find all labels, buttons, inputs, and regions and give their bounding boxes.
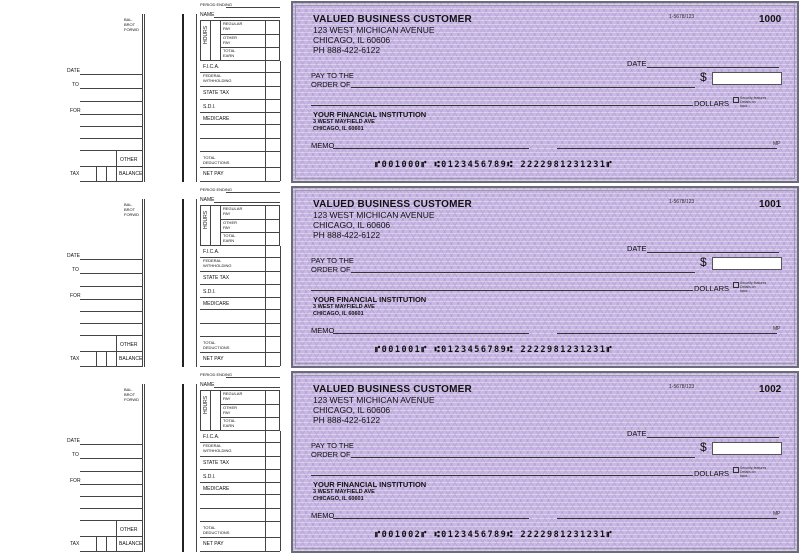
check-stub: [0, 185, 290, 369]
routing-fraction: 1-5678/123: [669, 199, 695, 205]
dollars-label: DOLLARS: [694, 469, 730, 478]
hours-label: HOURS: [203, 210, 209, 229]
net-pay-label: NET PAY: [203, 356, 224, 362]
security-text-2: Details on: [740, 284, 756, 289]
regular-pay-label-2: PAY: [223, 26, 231, 31]
bank-address-2: CHICAGO, IL 60601: [313, 126, 364, 132]
signature-line[interactable]: [557, 518, 777, 519]
dollar-sign: $: [700, 440, 707, 454]
security-lock: [733, 282, 766, 293]
routing-fraction: 1-5678/123: [669, 14, 695, 20]
signature-line[interactable]: [557, 333, 777, 334]
security-text-1: Security features: [740, 96, 767, 100]
business-address-2: CHICAGO, IL 60606: [313, 220, 391, 230]
memo-label: MEMO: [311, 326, 335, 335]
brot-label: BROT: [124, 207, 136, 212]
total-deductions-label: TOTAL: [203, 155, 216, 160]
memo-line[interactable]: [333, 333, 529, 334]
total-deductions-label: TOTAL: [203, 525, 216, 530]
federal-withholding-label: FEDERAL: [203, 443, 222, 448]
check-number: 1000: [759, 14, 782, 25]
amount-box[interactable]: [712, 442, 782, 455]
other-pay-label-2: PAY: [223, 40, 231, 45]
date-label: DATE: [67, 253, 80, 259]
period-ending-label: PERIOD ENDING: [200, 187, 233, 192]
bank-address-1: 3 WEST MAYFIELD AVE: [313, 489, 375, 495]
routing-fraction: 1-5678/123: [669, 384, 695, 390]
regular-pay-label: REGULAR: [223, 206, 243, 211]
memo-line[interactable]: [333, 518, 529, 519]
total-earn-label: TOTAL: [223, 48, 236, 53]
regular-pay-label-2: PAY: [223, 211, 231, 216]
date-line[interactable]: [647, 67, 779, 68]
security-text-1: Security features: [740, 281, 767, 285]
bank-address-1: 3 WEST MAYFIELD AVE: [313, 304, 375, 310]
for-label: FOR: [70, 108, 81, 114]
pay-to-label: PAY TO THE: [311, 256, 354, 265]
net-pay-label: NET PAY: [203, 171, 224, 177]
order-of-label: ORDER OF: [311, 450, 351, 459]
brot-label: BROT: [124, 22, 136, 27]
total-earn-label-2: EARN: [223, 53, 235, 58]
lock-icon: [733, 282, 739, 288]
mp-label: MP: [773, 326, 781, 332]
bank-address-2: CHICAGO, IL 60601: [313, 496, 364, 502]
memo-line[interactable]: [333, 148, 529, 149]
name-label: NAME: [200, 382, 215, 388]
federal-withholding-label-2: WITHHOLDING: [203, 263, 232, 268]
check-row: [0, 370, 800, 554]
balance-label: BALANCE: [119, 356, 143, 362]
pay-to-label: PAY TO THE: [311, 71, 354, 80]
business-name: VALUED BUSINESS CUSTOMER: [313, 384, 472, 395]
period-ending-label: PERIOD ENDING: [200, 2, 233, 7]
dollars-label: DOLLARS: [694, 284, 730, 293]
bal-label: BAL.: [124, 202, 133, 207]
bank-name: YOUR FINANCIAL INSTITUTION: [313, 480, 427, 489]
for-label: FOR: [70, 478, 81, 484]
amount-words-line[interactable]: [311, 290, 693, 291]
date-label: DATE: [67, 438, 80, 444]
security-text-3: back.: [740, 288, 749, 293]
dollar-sign: $: [700, 70, 707, 84]
date-line[interactable]: [647, 437, 779, 438]
business-phone: PH 888-422-6122: [313, 230, 381, 240]
bank-address-1: 3 WEST MAYFIELD AVE: [313, 119, 375, 125]
period-ending-label: PERIOD ENDING: [200, 372, 233, 377]
order-of-label: ORDER OF: [311, 265, 351, 274]
total-deductions-label-2: DEDUCTIONS: [203, 160, 230, 165]
business-address-1: 123 WEST MICHICAN AVENUE: [313, 25, 435, 35]
business-phone: PH 888-422-6122: [313, 415, 381, 425]
total-earn-label: TOTAL: [223, 233, 236, 238]
balance-label: BALANCE: [119, 171, 143, 177]
federal-withholding-label: FEDERAL: [203, 73, 222, 78]
medicare-label: MEDICARE: [203, 301, 230, 307]
to-label: TO: [72, 267, 79, 273]
check: [291, 1, 799, 183]
business-name: VALUED BUSINESS CUSTOMER: [313, 199, 472, 210]
dollars-label: DOLLARS: [694, 99, 730, 108]
business-phone: PH 888-422-6122: [313, 45, 381, 55]
federal-withholding-label: FEDERAL: [203, 258, 222, 263]
check-stub: [0, 0, 290, 184]
medicare-label: MEDICARE: [203, 486, 230, 492]
security-text-2: Details on: [740, 469, 756, 474]
security-text-3: back.: [740, 103, 749, 108]
amount-words-line[interactable]: [311, 105, 693, 106]
medicare-label: MEDICARE: [203, 116, 230, 122]
regular-pay-label-2: PAY: [223, 396, 231, 401]
amount-box[interactable]: [712, 257, 782, 270]
micr-line: ⑈001001⑈ ⑆0123456789⑆ 2222981231231⑈: [375, 345, 614, 355]
security-lock: [733, 97, 766, 108]
micr-line: ⑈001002⑈ ⑆0123456789⑆ 2222981231231⑈: [375, 530, 614, 540]
total-deductions-label-2: DEDUCTIONS: [203, 530, 230, 535]
for-label: FOR: [70, 293, 81, 299]
business-address-2: CHICAGO, IL 60606: [313, 405, 391, 415]
fica-label: F.I.C.A.: [203, 64, 220, 70]
name-label: NAME: [200, 12, 215, 18]
federal-withholding-label-2: WITHHOLDING: [203, 448, 232, 453]
other-pay-label-2: PAY: [223, 410, 231, 415]
check: [291, 371, 799, 553]
other-pay-label: OTHER: [223, 405, 237, 410]
check-number: 1001: [759, 199, 782, 210]
other-label: OTHER: [120, 157, 138, 163]
state-tax-label: STATE TAX: [203, 275, 230, 281]
date-label: DATE: [627, 244, 647, 253]
bal-label: BAL.: [124, 387, 133, 392]
state-tax-label: STATE TAX: [203, 460, 230, 466]
tax-label: TAX: [70, 541, 80, 547]
business-address-1: 123 WEST MICHICAN AVENUE: [313, 210, 435, 220]
check-stub: [0, 370, 290, 554]
business-address-2: CHICAGO, IL 60606: [313, 35, 391, 45]
total-deductions-label: TOTAL: [203, 340, 216, 345]
bank-name: YOUR FINANCIAL INSTITUTION: [313, 295, 427, 304]
security-text-2: Details on: [740, 99, 756, 104]
micr-line: ⑈001000⑈ ⑆0123456789⑆ 2222981231231⑈: [375, 160, 614, 170]
total-earn-label-2: EARN: [223, 423, 235, 428]
date-line[interactable]: [647, 252, 779, 253]
other-label: OTHER: [120, 527, 138, 533]
other-label: OTHER: [120, 342, 138, 348]
net-pay-label: NET PAY: [203, 541, 224, 547]
forwd-label: FORWD: [124, 212, 140, 217]
forwd-label: FORWD: [124, 27, 140, 32]
brot-label: BROT: [124, 392, 136, 397]
bal-label: BAL.: [124, 17, 133, 22]
fica-label: F.I.C.A.: [203, 434, 220, 440]
check: [291, 186, 799, 368]
date-label: DATE: [67, 68, 80, 74]
dollar-sign: $: [700, 255, 707, 269]
name-label: NAME: [200, 197, 215, 203]
business-address-1: 123 WEST MICHICAN AVENUE: [313, 395, 435, 405]
lock-icon: [733, 97, 739, 103]
security-text-1: Security features: [740, 466, 767, 470]
date-label: DATE: [627, 429, 647, 438]
check-number: 1002: [759, 384, 782, 395]
total-earn-label-2: EARN: [223, 238, 235, 243]
sdi-label: S.D.I.: [203, 104, 216, 110]
business-name: VALUED BUSINESS CUSTOMER: [313, 14, 472, 25]
date-label: DATE: [627, 59, 647, 68]
to-label: TO: [72, 452, 79, 458]
regular-pay-label: REGULAR: [223, 391, 243, 396]
sdi-label: S.D.I.: [203, 289, 216, 295]
signature-line[interactable]: [557, 148, 777, 149]
payee-line[interactable]: [351, 272, 695, 273]
total-earn-label: TOTAL: [223, 418, 236, 423]
regular-pay-label: REGULAR: [223, 21, 243, 26]
mp-label: MP: [773, 141, 781, 147]
to-label: TO: [72, 82, 79, 88]
sdi-label: S.D.I.: [203, 474, 216, 480]
bank-address-2: CHICAGO, IL 60601: [313, 311, 364, 317]
memo-label: MEMO: [311, 141, 335, 150]
total-deductions-label-2: DEDUCTIONS: [203, 345, 230, 350]
tax-label: TAX: [70, 356, 80, 362]
security-text-3: back.: [740, 473, 749, 478]
fica-label: F.I.C.A.: [203, 249, 220, 255]
mp-label: MP: [773, 511, 781, 517]
lock-icon: [733, 467, 739, 473]
tax-label: TAX: [70, 171, 80, 177]
pay-to-label: PAY TO THE: [311, 441, 354, 450]
state-tax-label: STATE TAX: [203, 90, 230, 96]
amount-box[interactable]: [712, 72, 782, 85]
federal-withholding-label-2: WITHHOLDING: [203, 78, 232, 83]
amount-words-line[interactable]: [311, 475, 693, 476]
bank-name: YOUR FINANCIAL INSTITUTION: [313, 110, 427, 119]
check-row: [0, 0, 800, 184]
other-pay-label: OTHER: [223, 35, 237, 40]
order-of-label: ORDER OF: [311, 80, 351, 89]
payee-line[interactable]: [351, 457, 695, 458]
security-lock: [733, 467, 766, 478]
forwd-label: FORWD: [124, 397, 140, 402]
hours-label: HOURS: [203, 395, 209, 414]
balance-label: BALANCE: [119, 541, 143, 547]
other-pay-label: OTHER: [223, 220, 237, 225]
check-row: [0, 185, 800, 369]
memo-label: MEMO: [311, 511, 335, 520]
hours-label: HOURS: [203, 25, 209, 44]
payee-line[interactable]: [351, 87, 695, 88]
other-pay-label-2: PAY: [223, 225, 231, 230]
